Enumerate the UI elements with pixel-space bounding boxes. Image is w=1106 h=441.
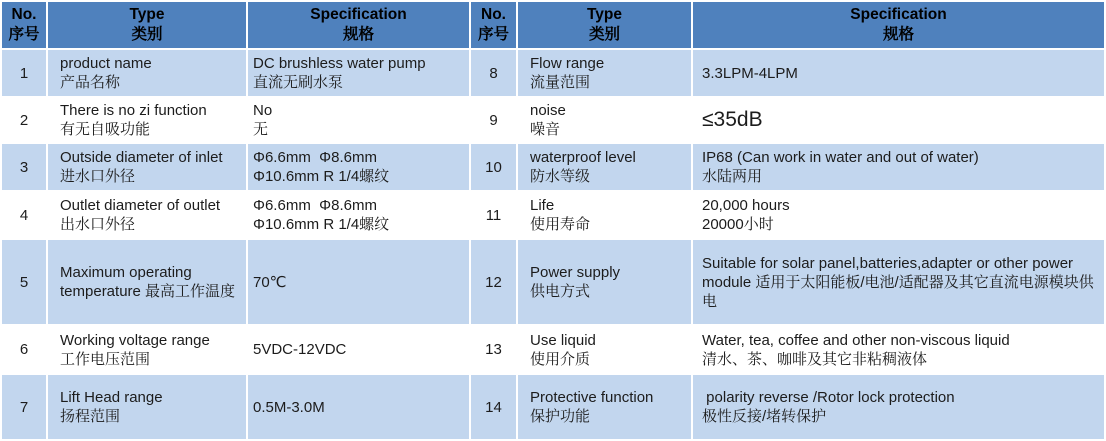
spec-cell — [693, 144, 1104, 190]
type-cell-line: Flow range — [530, 55, 605, 72]
header-label-en: Type — [586, 6, 623, 23]
spec-cell-line: Φ6.6mm Φ8.6mm — [253, 197, 377, 214]
type-cell-line: waterproof level — [530, 149, 636, 166]
row-number-cell — [2, 98, 46, 142]
row-number-cell-line: 9 — [489, 111, 498, 129]
spec-cell-line: 70℃ — [253, 273, 287, 291]
spec-cell-line: Φ10.6mm R 1/4螺纹 — [253, 168, 390, 185]
type-cell-line: Outside diameter of inlet — [60, 149, 223, 166]
row-number-cell-line: 11 — [485, 206, 502, 224]
row-number-cell — [2, 144, 46, 190]
header-type-left — [48, 2, 246, 48]
spec-cell-line: ≤35dB — [702, 108, 763, 131]
row-number-cell-line: 4 — [19, 206, 29, 224]
row-number-cell — [2, 50, 46, 96]
spec-cell-line: Water, tea, coffee and other non-viscous liquid — [702, 331, 1010, 349]
spec-cell — [693, 50, 1104, 96]
spec-cell-line: 0.5M-3.0M — [253, 398, 325, 416]
type-cell-line: Lift Head range — [60, 389, 163, 406]
row-number-cell — [471, 326, 516, 373]
spec-cell — [248, 326, 469, 373]
spec-cell — [693, 192, 1104, 238]
type-cell-line: 出水口外径 — [60, 216, 136, 233]
row-number-cell — [471, 98, 516, 142]
spec-cell — [693, 326, 1104, 373]
row-number-cell-line: 2 — [19, 111, 29, 129]
type-cell — [518, 144, 691, 190]
spec-cell-line: DC brushless water pump — [253, 55, 426, 72]
type-cell-line: 使用介质 — [530, 350, 591, 368]
type-cell-line: 保护功能 — [530, 408, 591, 425]
type-cell — [48, 144, 246, 190]
header-spec-right — [693, 2, 1104, 48]
header-type-right — [518, 2, 691, 48]
type-cell-line: 进水口外径 — [60, 168, 136, 185]
header-label-en: Specification — [850, 6, 947, 23]
type-cell-line: product name — [60, 55, 152, 72]
row-number-cell — [471, 192, 516, 238]
row-number-cell — [2, 240, 46, 324]
header-label-zh: 序号 — [8, 26, 40, 43]
type-cell — [518, 240, 691, 324]
header-label-zh: 规格 — [882, 26, 914, 43]
spec-cell-line: 20000小时 — [702, 216, 774, 233]
row-number-cell — [2, 326, 46, 373]
type-cell-line: There is no zi function — [60, 102, 207, 119]
type-cell — [48, 240, 246, 324]
type-cell-line: 产品名称 — [60, 74, 121, 91]
row-number-cell — [471, 144, 516, 190]
type-cell — [518, 375, 691, 439]
type-cell-line: Power supply — [530, 264, 621, 281]
spec-cell — [248, 240, 469, 324]
row-number-cell — [2, 192, 46, 238]
spec-cell-line: 水陆两用 — [702, 168, 763, 185]
row-number-cell-line: 13 — [485, 341, 502, 358]
type-cell — [48, 326, 246, 373]
type-cell — [48, 375, 246, 439]
row-number-cell — [471, 50, 516, 96]
row-number-cell-line: 8 — [489, 64, 498, 82]
row-number-cell-line: 3 — [19, 158, 29, 176]
type-cell-line: Working voltage range — [60, 331, 210, 349]
spec-cell-line: Φ6.6mm Φ8.6mm — [253, 149, 377, 166]
spec-cell — [693, 375, 1104, 439]
spec-cell-line: 无 — [253, 121, 269, 138]
spec-cell — [248, 375, 469, 439]
row-number-cell-line: 1 — [19, 64, 29, 82]
header-label-zh: 规格 — [342, 26, 374, 43]
spec-cell-line: polarity reverse /Rotor lock protection — [702, 389, 955, 406]
type-cell-line: 有无自吸功能 — [60, 121, 151, 138]
row-number-cell-line: 7 — [19, 398, 29, 416]
header-label-en: No. — [481, 6, 506, 23]
type-cell-line: Protective function — [530, 389, 654, 406]
row-number-cell — [471, 240, 516, 324]
header-no-right — [471, 2, 516, 48]
type-cell — [48, 192, 246, 238]
type-cell-line: 防水等级 — [530, 168, 591, 185]
row-number-cell-line: 6 — [19, 341, 29, 358]
row-number-cell-line: 5 — [19, 273, 29, 291]
spec-cell-line: No — [253, 102, 273, 119]
type-cell — [518, 98, 691, 142]
header-no-left — [2, 2, 46, 48]
spec-cell-line: IP68 (Can work in water and out of water) — [702, 149, 979, 166]
header-label-zh: 类别 — [131, 26, 163, 43]
spec-cell-line: 清水、茶、咖啡及其它非粘稠液体 — [702, 350, 928, 368]
type-cell-line: Life — [530, 197, 555, 214]
type-cell-line: Maximum operating temperature 最高工作温度 — [60, 264, 236, 300]
spec-cell-line: 直流无刷水泵 — [253, 74, 344, 91]
type-cell — [518, 192, 691, 238]
type-cell-line: 供电方式 — [530, 283, 591, 300]
type-cell-line: 噪音 — [530, 121, 561, 138]
spec-cell-line: Φ10.6mm R 1/4螺纹 — [253, 216, 390, 233]
header-label-en: Specification — [310, 6, 407, 23]
spec-cell — [693, 98, 1104, 142]
type-cell-line: noise — [530, 102, 566, 119]
row-number-cell — [2, 375, 46, 439]
type-cell-line: 扬程范围 — [60, 408, 121, 425]
spec-cell — [248, 50, 469, 96]
spec-cell-line: Suitable for solar panel,batteries,adapter or other power module 适用于太阳能板/电池/适配器及其它直流电源模块供电 — [702, 254, 1094, 310]
type-cell-line: 工作电压范围 — [60, 350, 151, 368]
spec-cell-line: 3.3LPM-4LPM — [702, 64, 798, 82]
header-label-en: Type — [129, 6, 165, 23]
type-cell-line: Outlet diameter of outlet — [60, 197, 221, 214]
type-cell — [48, 50, 246, 96]
type-cell — [518, 50, 691, 96]
spec-cell-line: 20,000 hours — [702, 197, 790, 214]
type-cell-line: Use liquid — [530, 331, 596, 349]
spec-cell — [248, 192, 469, 238]
header-spec-left — [248, 2, 469, 48]
row-number-cell — [471, 375, 516, 439]
row-number-cell-line: 12 — [485, 273, 502, 291]
spec-cell — [248, 144, 469, 190]
header-label-zh: 序号 — [477, 26, 509, 43]
row-number-cell-line: 14 — [485, 398, 502, 416]
row-number-cell-line: 10 — [485, 158, 502, 176]
type-cell — [48, 98, 246, 142]
type-cell-line: 流量范围 — [530, 74, 591, 91]
spec-cell — [693, 240, 1104, 324]
spec-cell — [248, 98, 469, 142]
type-cell-line: 使用寿命 — [530, 216, 591, 233]
header-label-en: No. — [11, 6, 37, 23]
type-cell — [518, 326, 691, 373]
header-label-zh: 类别 — [588, 26, 620, 43]
spec-cell-line: 5VDC-12VDC — [253, 341, 347, 358]
spec-cell-line: 极性反接/堵转保护 — [702, 408, 827, 425]
